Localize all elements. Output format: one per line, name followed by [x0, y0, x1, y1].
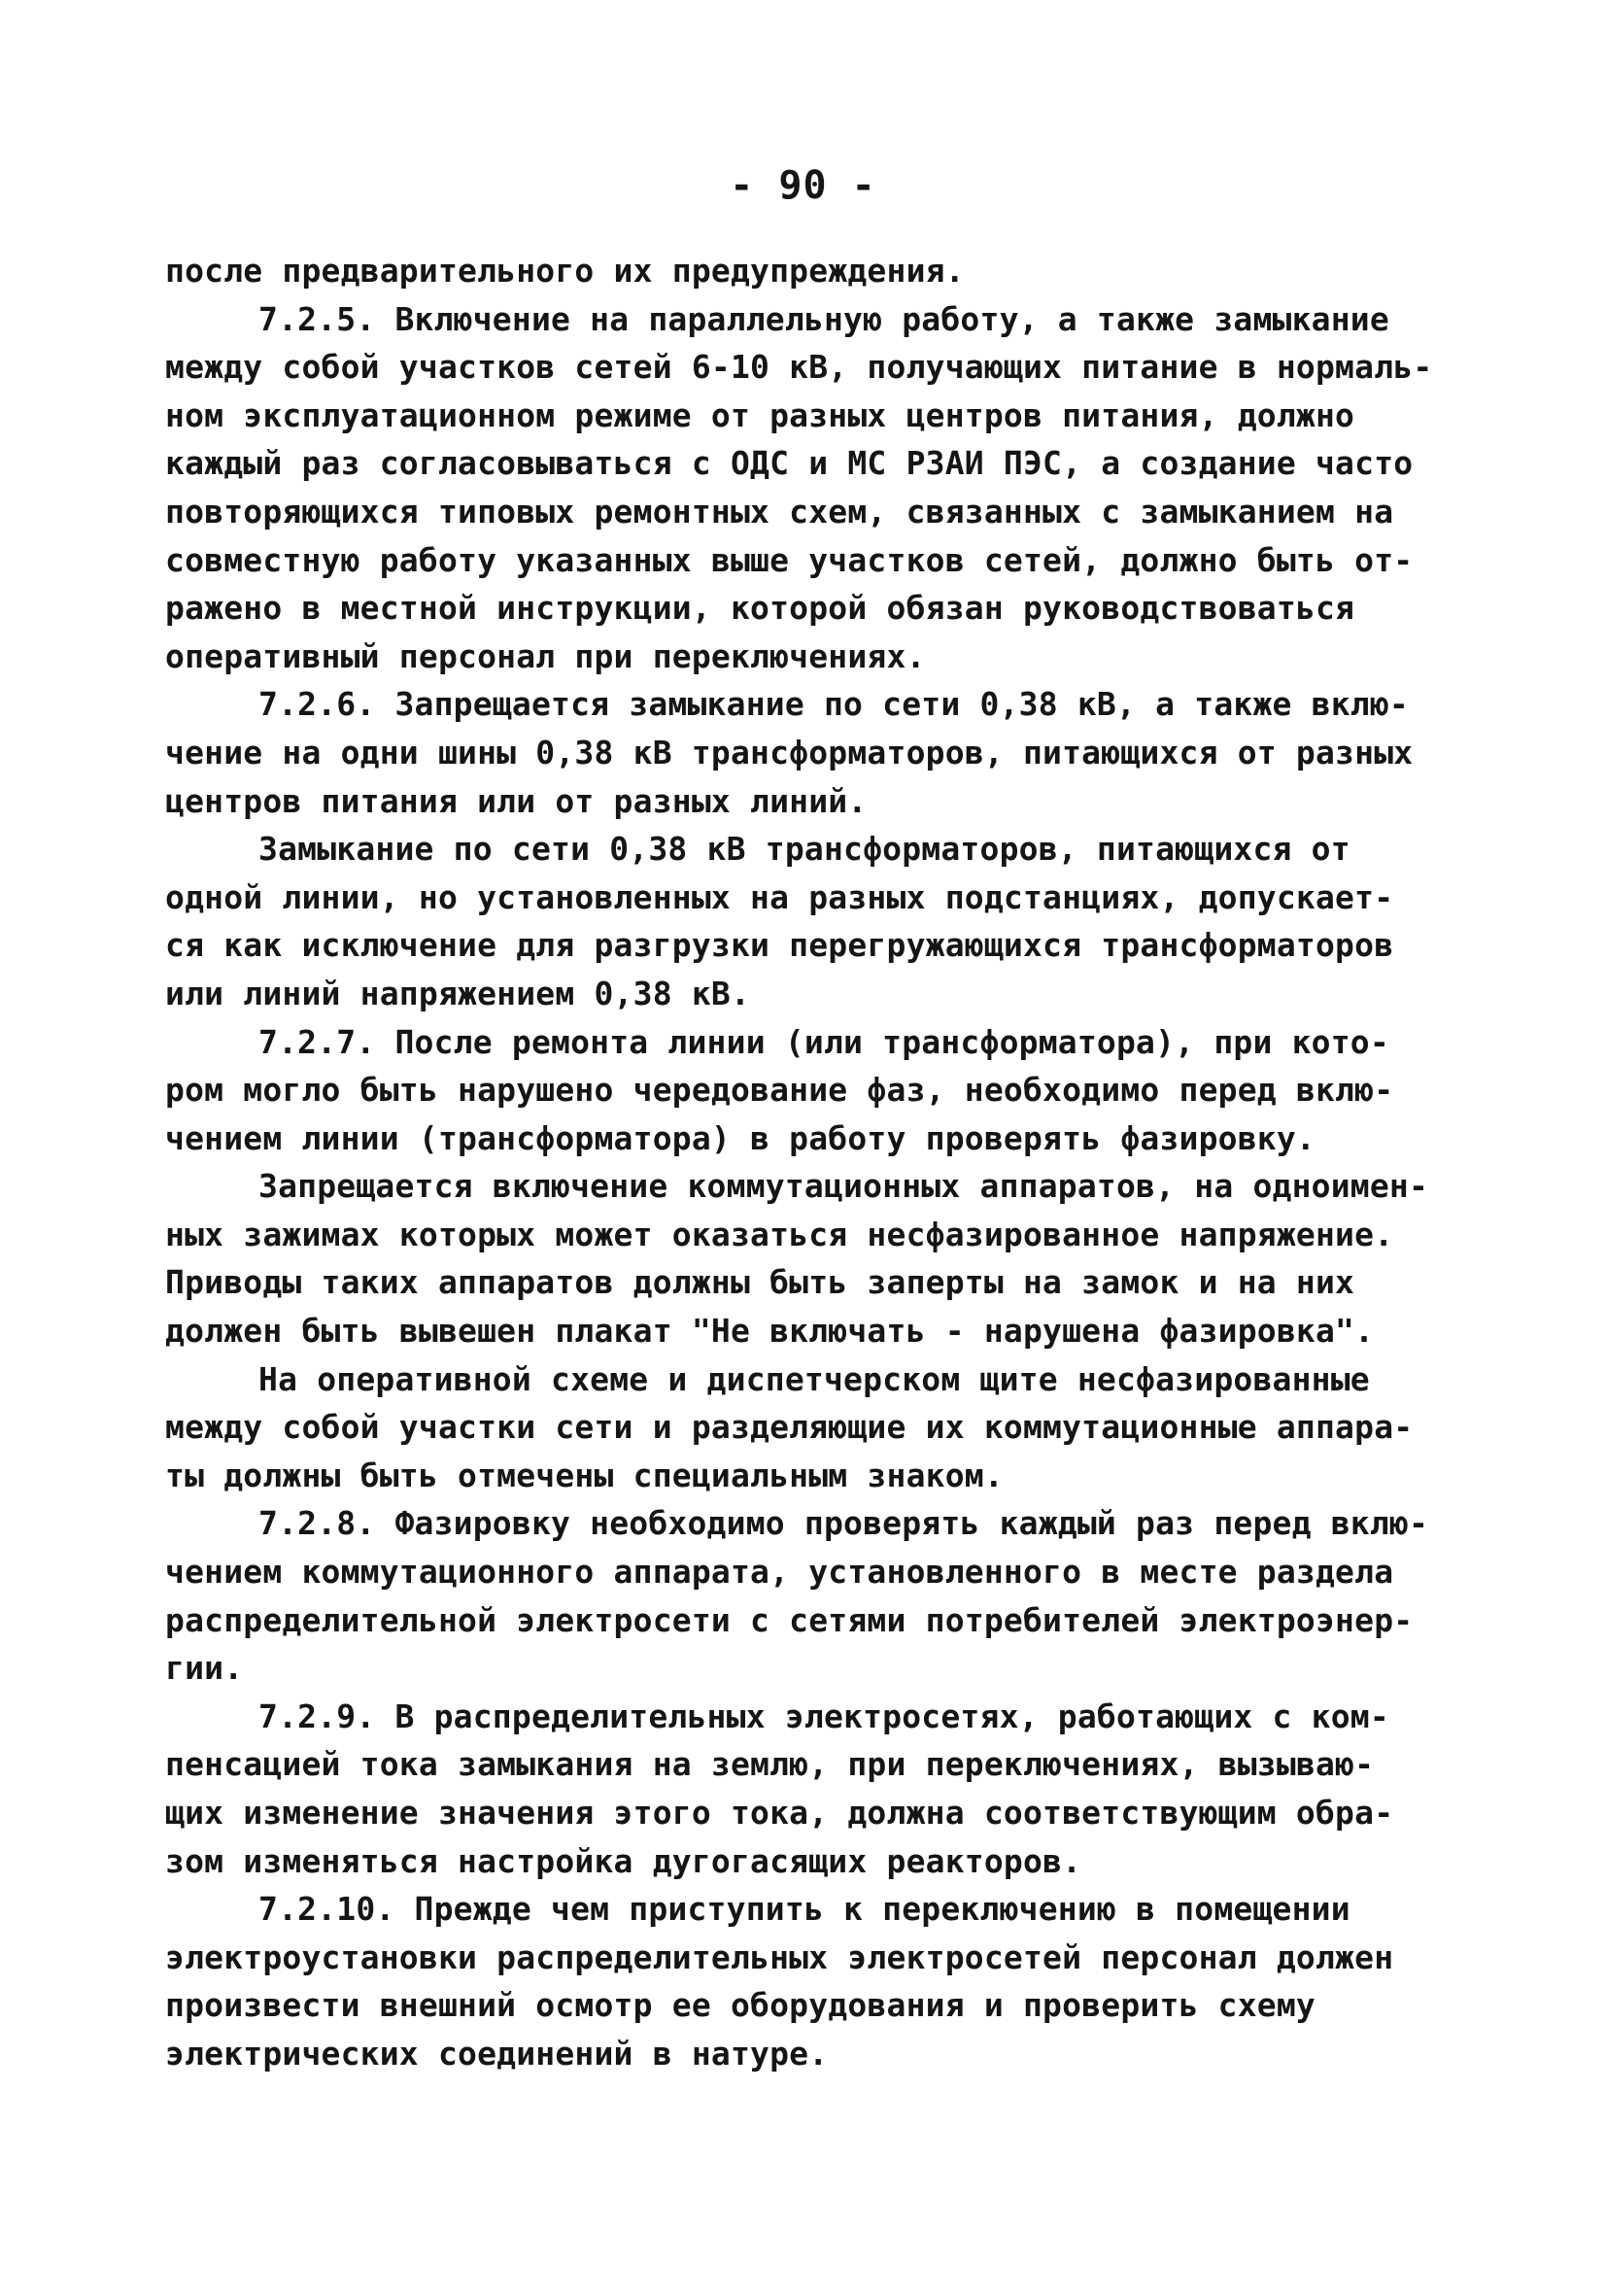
text-line: между собой участков сетей 6-10 кВ, получающих питание в нормаль-	[165, 348, 1433, 387]
text-line: 7.2.8. Фазировку необходимо проверять каждый раз перед вклю-	[258, 1504, 1429, 1543]
text-line: гии.	[165, 1649, 244, 1688]
text-line: 7.2.6. Запрещается замыкание по сети 0,38 кВ, а также вклю-	[258, 685, 1409, 724]
text-line: ты должны быть отмечены специальным знаком.	[165, 1456, 1004, 1494]
text-line: Замыкание по сети 0,38 кВ трансформаторов, питающихся от	[258, 830, 1350, 869]
text-line: 7.2.10. Прежде чем приступить к переключению в помещении	[258, 1890, 1350, 1929]
text-line: 7.2.5. Включение на параллельную работу, а также замыкание	[258, 299, 1389, 338]
text-line: совместную работу указанных выше участков сетей, должно быть от-	[165, 540, 1414, 579]
text-line: электрических соединений в натуре.	[165, 2034, 829, 2073]
text-line: зом изменяться настройка дугогасящих реакторов.	[165, 1841, 1082, 1880]
text-line: ных зажимах которых может оказаться несфазированное напряжение.	[165, 1215, 1394, 1253]
text-line: между собой участки сети и разделяющие их коммутационные аппара-	[165, 1408, 1414, 1447]
text-line: оперативный персонал при переключениях.	[165, 636, 926, 675]
text-line: 7.2.7. После ремонта линии (или трансформатора), при кото-	[258, 1022, 1389, 1061]
text-line: Запрещается включение коммутационных аппаратов, на одноимен-	[258, 1167, 1429, 1206]
text-line: ражено в местной инструкции, которой обязан руководствоваться	[165, 589, 1355, 628]
text-line: пенсацией тока замыкания на землю, при переключениях, вызываю-	[165, 1745, 1375, 1784]
text-line: Приводы таких аппаратов должны быть заперты на замок и на них	[165, 1263, 1355, 1302]
text-line: каждый раз согласовываться с ОДС и МС РЗАИ ПЭС, а создание часто	[165, 444, 1414, 483]
text-line: электроустановки распределительных электросетей персонал должен	[165, 1937, 1394, 1976]
text-line: ром могло быть нарушено чередование фаз, необходимо перед вклю-	[165, 1071, 1394, 1110]
text-line: повторяющихся типовых ремонтных схем, связанных с замыканием на	[165, 492, 1394, 531]
text-line: щих изменение значения этого тока, должна соответствующим обра-	[165, 1794, 1394, 1832]
text-line: чением линии (трансформатора) в работу проверять фазировку.	[165, 1118, 1316, 1157]
text-line: 7.2.9. В распределительных электросетях, работающих с ком-	[258, 1696, 1389, 1735]
text-line: после предварительного их предупреждения.	[165, 252, 965, 290]
text-line: одной линии, но установленных на разных подстанциях, допускает-	[165, 877, 1394, 916]
text-line: чение на одни шины 0,38 кВ трансформаторов, питающихся от разных	[165, 733, 1414, 771]
text-line: На оперативной схеме и диспетчерском щите несфазированные	[258, 1359, 1370, 1398]
page-number: - 90 -	[730, 163, 876, 208]
text-line: должен быть вывешен плакат "Не включать - нарушена фазировка".	[165, 1312, 1375, 1351]
text-line: ном эксплуатационном режиме от разных центров питания, должно	[165, 395, 1355, 434]
text-line: центров питания или от разных линий.	[165, 781, 868, 820]
text-line: или линий напряжением 0,38 кВ.	[165, 974, 751, 1012]
document-body	[165, 247, 1467, 2078]
text-line: произвести внешний осмотр ее оборудования и проверить схему	[165, 1986, 1316, 2025]
text-line: ся как исключение для разгрузки перегружающихся трансформаторов	[165, 926, 1394, 965]
text-line: чением коммутационного аппарата, установленного в месте раздела	[165, 1553, 1394, 1592]
text-line: распределительной электросети с сетями потребителей электроэнер-	[165, 1600, 1414, 1639]
